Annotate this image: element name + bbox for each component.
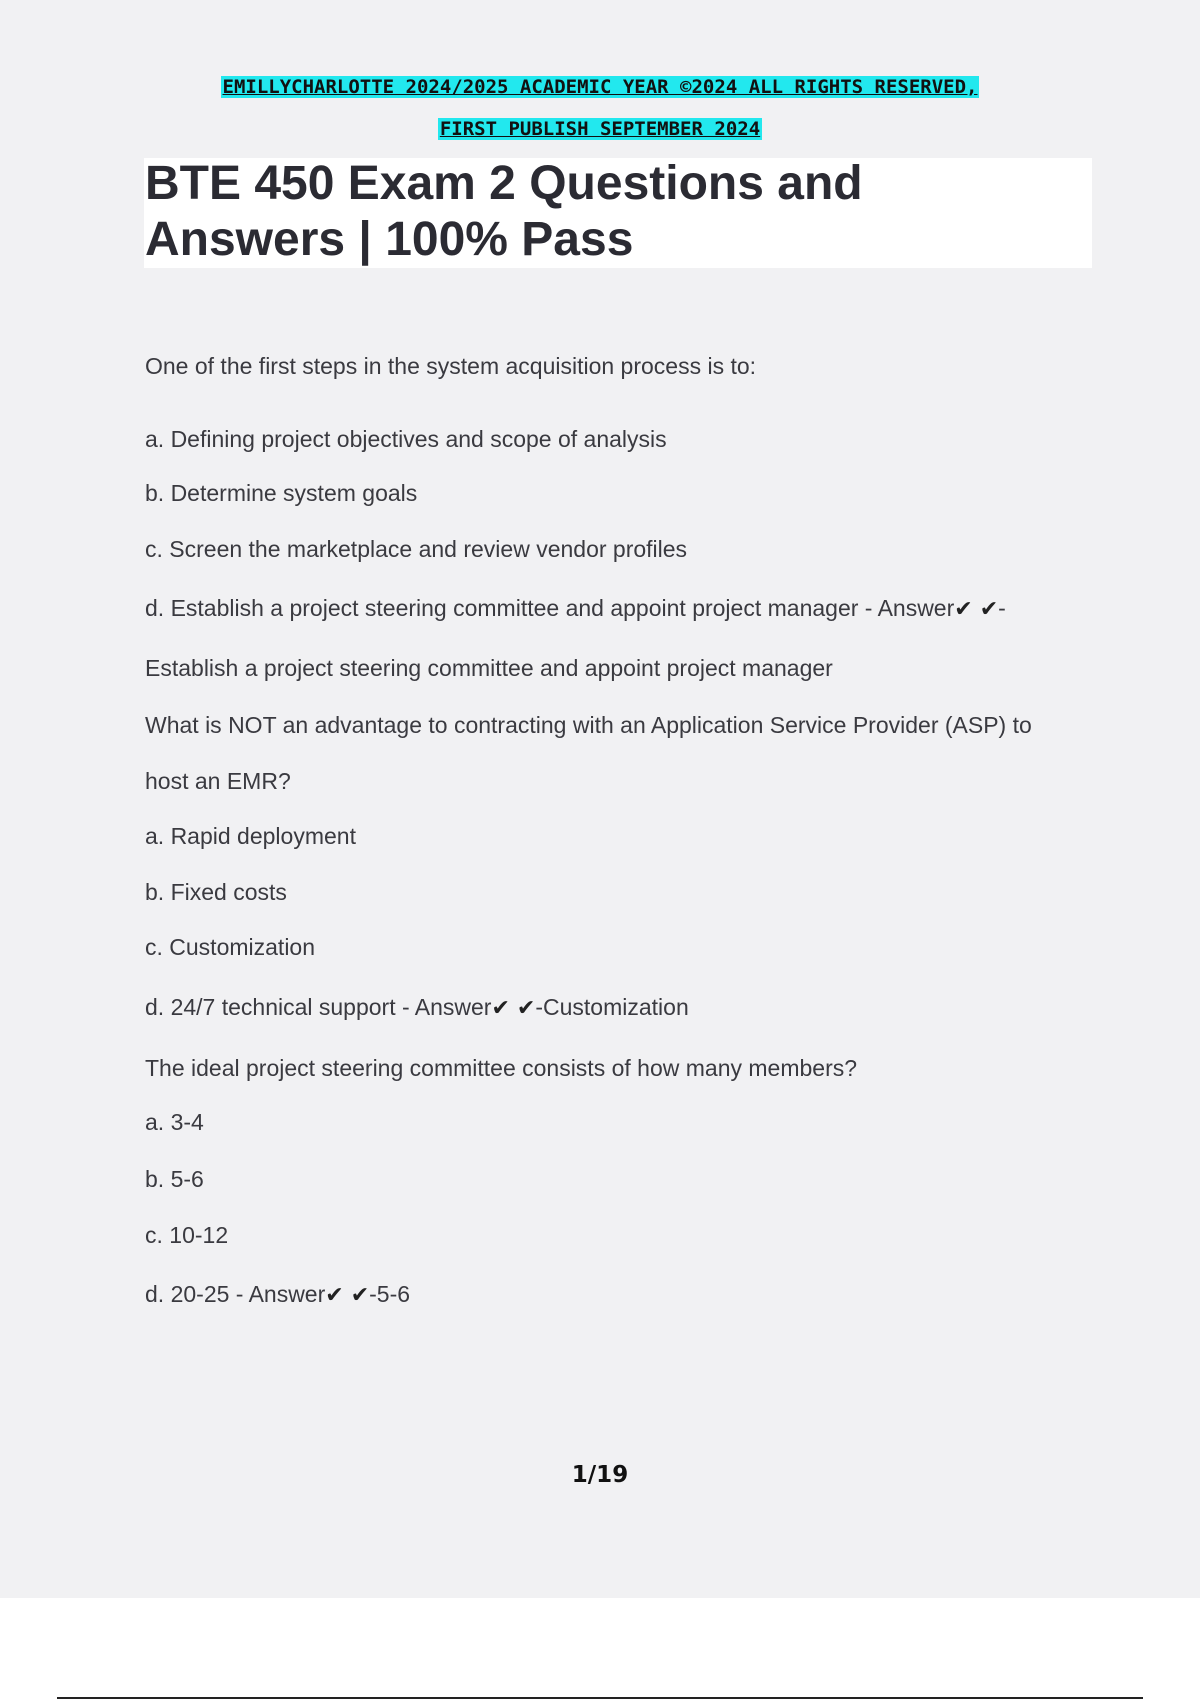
question-3-option-d xyxy=(145,1279,410,1311)
question-1-prompt: One of the first steps in the system acquisition process is to: xyxy=(145,353,757,379)
question-2-answer-tail: -Customization xyxy=(535,994,689,1020)
question-1-option-d-text: d. Establish a project steering committee and appoint project manager - Answer xyxy=(145,595,955,621)
double-check-icon: ✔ ✔ xyxy=(954,597,999,622)
question-3-option-a: a. 3-4 xyxy=(145,1109,204,1135)
question-1-option-c: c. Screen the marketplace and review vendor profiles xyxy=(145,536,688,562)
question-2-prompt-line-2: host an EMR? xyxy=(145,768,291,794)
question-1-option-b: b. Determine system goals xyxy=(145,480,418,506)
question-3-prompt: The ideal project steering committee consists of how many members? xyxy=(145,1055,858,1081)
double-check-icon: ✔ ✔ xyxy=(491,996,536,1021)
question-3-option-b: b. 5-6 xyxy=(145,1166,204,1192)
copyright-header-line-2 xyxy=(0,117,1200,141)
question-1-option-a: a. Defining project objectives and scope of analysis xyxy=(145,426,667,452)
question-2-prompt-line-1: What is NOT an advantage to contracting with an Application Service Provider (ASP) to xyxy=(145,712,1032,738)
double-check-icon: ✔ ✔ xyxy=(325,1283,370,1308)
document-title: BTE 450 Exam 2 Questions and Answers | 100% Pass xyxy=(145,157,863,266)
question-2-option-d xyxy=(145,992,689,1024)
question-3-answer-tail: -5-6 xyxy=(369,1281,411,1307)
question-1-option-d xyxy=(145,593,1006,625)
question-1-answer-tail: - xyxy=(998,595,1006,621)
page-number: 1/19 xyxy=(571,1462,629,1488)
question-3-option-d-text: d. 20-25 - Answer xyxy=(145,1281,326,1307)
question-2-option-c: c. Customization xyxy=(145,934,316,960)
next-page-divider xyxy=(57,1697,1143,1699)
question-2-option-b: b. Fixed costs xyxy=(145,879,287,905)
copyright-header-line-1 xyxy=(0,75,1200,99)
header-highlight-1: EMILLYCHARLOTTE 2024/2025 ACADEMIC YEAR ©2024 ALL RIGHTS RESERVED, xyxy=(222,76,978,98)
header-highlight-2: FIRST PUBLISH SEPTEMBER 2024 xyxy=(439,118,761,140)
question-1-answer: Establish a project steering committee and appoint project manager xyxy=(145,655,833,681)
question-2-option-d-text: d. 24/7 technical support - Answer xyxy=(145,994,492,1020)
question-2-option-a: a. Rapid deployment xyxy=(145,823,356,849)
question-3-option-c: c. 10-12 xyxy=(145,1222,229,1248)
